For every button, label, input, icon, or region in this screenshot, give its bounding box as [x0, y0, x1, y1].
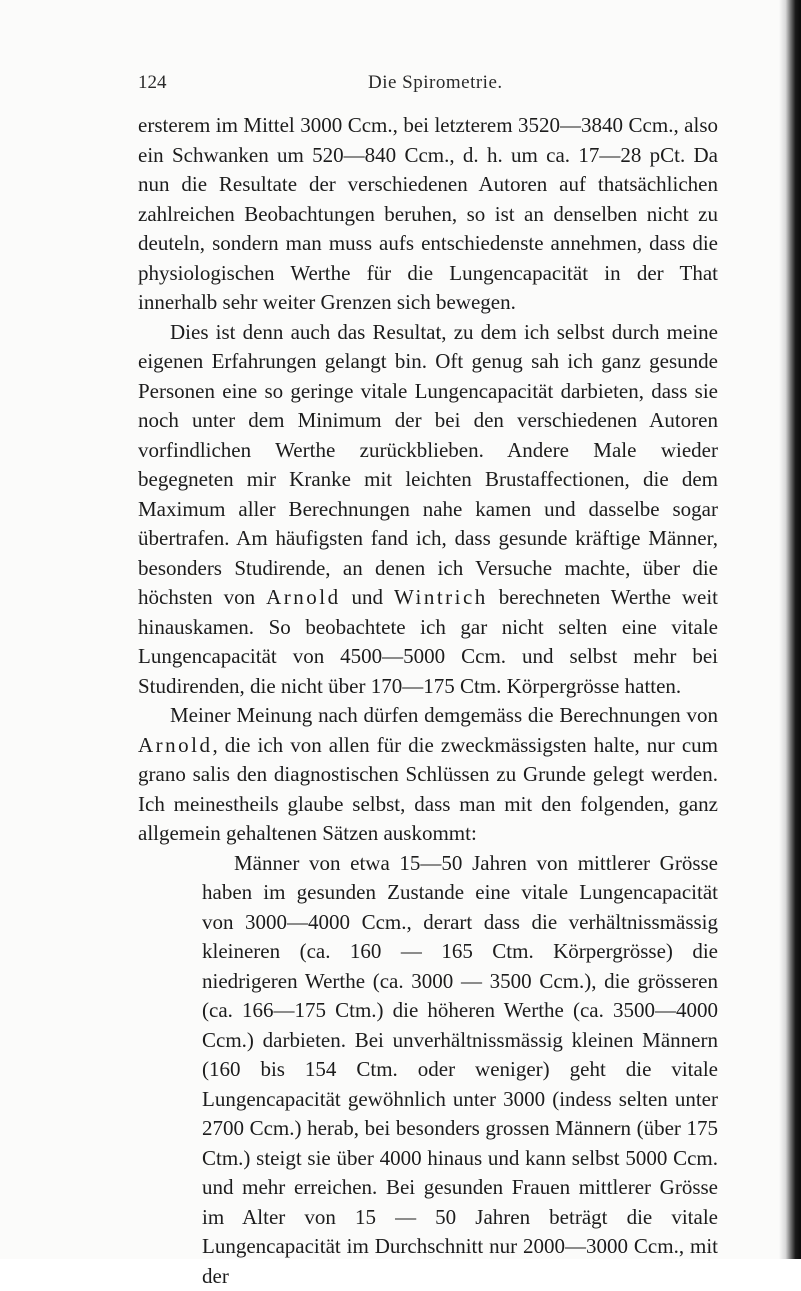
paragraph-2-rest: berechneten Werthe weit hinauskamen. So beobachtete ich gar nicht selten eine vitale Lungencapacität von 4500—5000 Ccm. und selbst mehr bei Studirenden, die nicht über 170—175 Ctm. Körpergrösse hatten. [138, 585, 718, 698]
running-head [138, 72, 718, 100]
body-text [138, 111, 718, 1291]
paragraph-3-lead: Meiner Meinung nach dürfen demgemäss die Berechnungen von [170, 703, 718, 727]
paragraph-4-inset: Männer von etwa 15—50 Jahren von mittlerer Grösse haben im gesunden Zustande eine vitale Lungencapacität von 3000—4000 Ccm., derart dass die verhältnissmässig kleineren (ca. 160 — 165 Ctm. Körpergrösse) die niedrigeren Werthe (ca. 3000 — 3500 Ccm.), die grösseren (ca. 166—175 Ctm.) die höheren Werthe (ca. 3500—4000 Ccm.) darbieten. Bei unverhältnissmässig kleinen Männern (160 bis 154 Ctm. oder weniger) geht die vitale Lungencapacität gewöhnlich unter 3000 (indess selten unter 2700 Ccm.) herab, bei besonders grossen Männern (über 175 Ctm.) steigt sie über 4000 hinaus und kann selbst 5000 Ccm. und mehr erreichen. Bei gesunden Frauen mittlerer Grösse im Alter von 15 — 50 Jahren beträgt die vitale Lungencapacität im Durchschnitt nur 2000—3000 Ccm., mit der [202, 849, 718, 1291]
author-name-wintrich: Wintrich [394, 585, 488, 609]
paragraph-2-lead: Dies ist denn auch das Resultat, zu dem ich selbst durch meine eigenen Erfahrungen gelangt bin. Oft genug sah ich ganz gesunde Personen eine so geringe vitale Lungencapacität darbieten, dass sie noch unter dem Minimum der bei den verschiedenen Autoren vorfindlichen Werthe zurückblieben. Andere Male wieder begegneten mir Kranke mit leichten Brustaffectionen, die dem Maximum aller Berechnungen nahe kamen und dasselbe sogar übertrafen. Am häufigsten fand ich, dass gesunde kräftige Männer, besonders Studirende, an denen ich Versuche machte, über die höchsten von [138, 320, 718, 610]
author-name-arnold-2: Arnold [138, 733, 213, 757]
author-name-arnold: Arnold [266, 585, 341, 609]
running-title: Die Spirometrie. [368, 72, 503, 94]
page-number: 124 [138, 72, 167, 94]
paragraph-3 [138, 701, 718, 849]
binding-shadow [779, 0, 801, 1259]
paragraph-1: ersterem im Mittel 3000 Ccm., bei letzterem 3520—3840 Ccm., also ein Schwanken um 520—840 Ccm., d. h. um ca. 17—28 pCt. Da nun die Resultate der verschiedenen Autoren auf thatsächlichen zahlreichen Beobachtungen beruhen, so ist an denselben nicht zu deuteln, sondern man muss aufs entschiedenste annehmen, dass die physiologischen Werthe für die Lungencapacität in der That innerhalb sehr weiter Grenzen sich bewegen. [138, 111, 718, 318]
paragraph-2-connector: und [341, 585, 394, 609]
paragraph-3-rest: , die ich von allen für die zweckmässigsten halte, nur cum grano salis den diagnostischen Schlüssen zu Grunde gelegt werden. Ich meinestheils glaube selbst, dass man mit den folgenden, ganz allgemein gehaltenen Sätzen auskommt: [138, 733, 718, 846]
paragraph-2 [138, 318, 718, 702]
